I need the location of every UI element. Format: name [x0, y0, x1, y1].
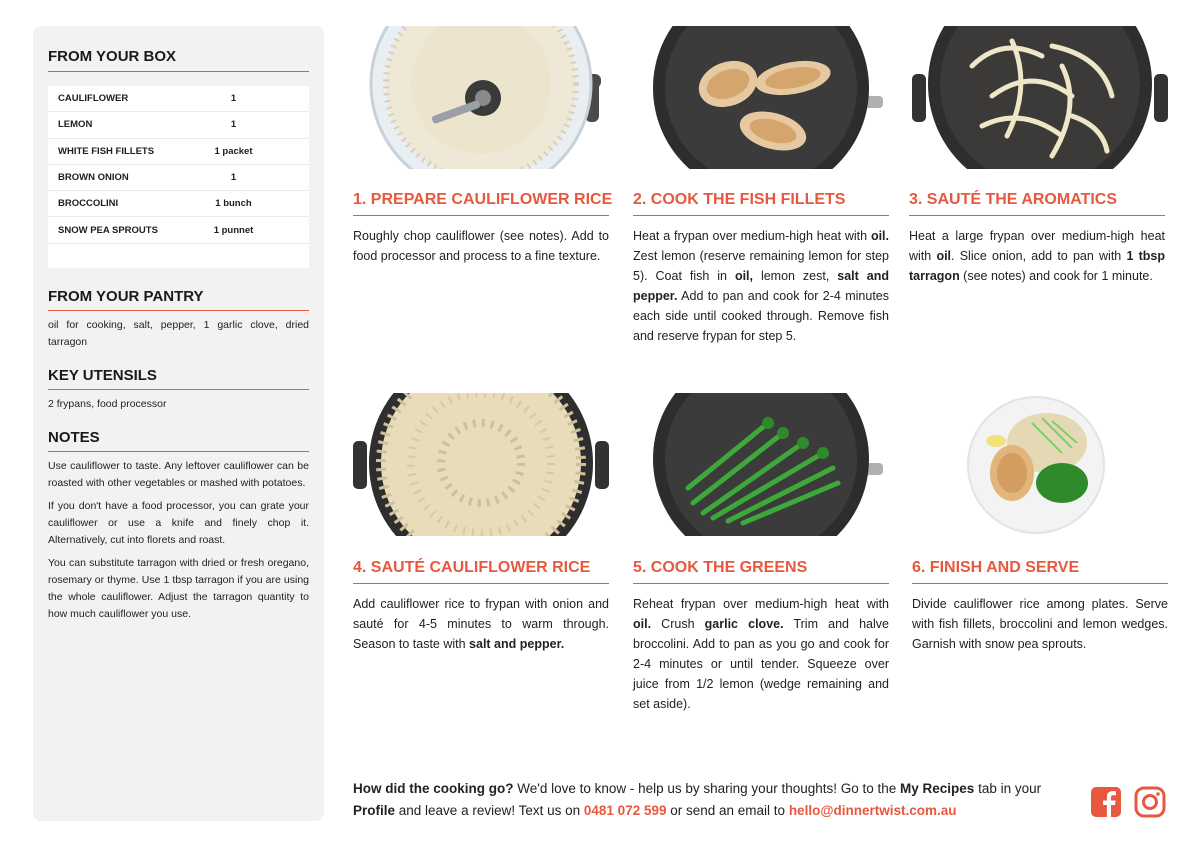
ingredient-name: LEMON [58, 119, 93, 131]
text: Heat a large frypan over medium-high heat with [909, 229, 1165, 263]
box-ingredients-table [48, 86, 309, 268]
facebook-icon[interactable] [1090, 786, 1122, 818]
bold-text: oil. [870, 229, 889, 243]
step-3-photo [912, 26, 1168, 169]
text: Trim and halve broccolini. Add to pan as you go and cook for 2-4 minutes or until tender. Squeeze over juice from 1/2 lemon (wedge remaining and set aside). [633, 617, 889, 711]
step-title: 1. PREPARE CAULIFLOWER RICE [353, 191, 609, 216]
step-2-photo [633, 26, 889, 169]
contact-link[interactable]: 0481 072 599 [583, 803, 667, 818]
step-title: 6. FINISH AND SERVE [912, 559, 1168, 584]
text: or send an email to [666, 803, 789, 818]
text: Crush [651, 617, 705, 631]
step-title: 2. COOK THE FISH FILLETS [633, 191, 889, 216]
bold-text: How did the cooking go? [353, 781, 514, 796]
step-1 [353, 191, 613, 266]
ingredient-qty: 1 [230, 119, 237, 131]
notes-heading: NOTES [48, 429, 309, 452]
note-item: You can substitute tarragon with dried or fresh oregano, rosemary or thyme. Use 1 tbsp tarragon if you are using the whole cauliflower. Adjust the tarragon quantity to how much cauliflower you use. [48, 557, 309, 620]
ingredient-name: BROCCOLINI [58, 198, 119, 210]
text: Divide cauliflower rice among plates. Serve with fish fillets, broccolini and lemon wedges. Garnish with snow pea sprouts. [912, 597, 1168, 651]
step-6-photo [912, 393, 1168, 536]
ingredient-qty: 1 [230, 93, 237, 105]
text: Reheat frypan over medium-high heat with [633, 597, 889, 611]
text: . Slice onion, add to pan with [951, 249, 1127, 263]
ingredient-qty: 1 packet [214, 145, 253, 157]
ingredients-sidebar [33, 26, 324, 821]
text: (see notes) and cook for 1 minute. [959, 269, 1153, 283]
contact-link[interactable]: hello@dinnertwist.com.au [788, 803, 957, 818]
step-5 [633, 559, 889, 714]
ingredient-name: CAULIFLOWER [58, 93, 129, 105]
step-body [912, 594, 1168, 654]
instagram-icon[interactable] [1134, 786, 1166, 818]
step-body [633, 226, 889, 346]
text: Zest lemon (reserve remaining lemon for step 5). Coat fish in [633, 249, 889, 283]
text: Add to pan and cook for 2-4 minutes each side until cooked through. Remove fish and reserve frypan for step 5. [633, 289, 889, 343]
ingredient-name: BROWN ONION [58, 172, 129, 184]
box-ingredient-row [48, 217, 309, 243]
step-title: 3. SAUTÉ THE AROMATICS [909, 191, 1165, 216]
step-body [633, 594, 889, 714]
text: Roughly chop cauliflower (see notes). Add to food processor and process to a fine texture. [353, 229, 609, 263]
step-4 [353, 559, 609, 654]
notes-text [48, 458, 309, 623]
step-body [909, 226, 1165, 286]
utensils-text: 2 frypans, food processor [48, 398, 167, 410]
box-ingredient-row [48, 86, 309, 112]
step-title: 5. COOK THE GREENS [633, 559, 889, 584]
text: We'd love to know - help us by sharing your thoughts! Go to the [513, 781, 901, 796]
bold-text: oil. [633, 617, 652, 631]
box-heading: FROM YOUR BOX [48, 48, 309, 72]
pantry-heading: FROM YOUR PANTRY [48, 288, 309, 311]
step-4-photo [353, 393, 609, 536]
text: lemon zest, [753, 269, 838, 283]
ingredient-name: WHITE FISH FILLETS [58, 145, 155, 157]
ingredient-name: SNOW PEA SPROUTS [58, 224, 158, 236]
ingredient-qty: 1 punnet [213, 224, 254, 236]
step-3 [909, 191, 1165, 286]
ingredient-qty: 1 [230, 172, 237, 184]
step-body [353, 226, 609, 266]
box-ingredient-row [48, 165, 309, 191]
step-title: 4. SAUTÉ CAULIFLOWER RICE [353, 559, 609, 584]
bold-text: 1 tbsp tarragon [909, 249, 1165, 283]
bold-text: salt and pepper. [469, 637, 565, 651]
box-ingredient-row [48, 191, 309, 217]
feedback-footer [353, 778, 1073, 822]
note-item: If you don't have a food processor, you can grate your cauliflower or use a knife and finely chop it. Alternatively, cut into florets and roast. [48, 500, 309, 546]
bold-text: salt and pepper. [633, 269, 889, 303]
ingredient-qty: 1 bunch [215, 198, 252, 210]
bold-text: garlic clove. [704, 617, 784, 631]
step-6 [912, 559, 1168, 654]
text: Add cauliflower rice to frypan with onion and sauté for 4-5 minutes to warm through. Season to taste with [353, 597, 609, 651]
pantry-text: oil for cooking, salt, pepper, 1 garlic clove, dried tarragon [48, 319, 309, 348]
step-5-photo [633, 393, 889, 536]
bold-text: oil [936, 249, 952, 263]
note-item: Use cauliflower to taste. Any leftover cauliflower can be roasted with other vegetables or mashed with potatoes. [48, 460, 309, 489]
text: tab in your [974, 781, 1042, 796]
box-ingredient-row [48, 139, 309, 165]
box-ingredient-row [48, 112, 309, 138]
step-body [353, 594, 609, 654]
utensils-heading: KEY UTENSILS [48, 367, 309, 390]
text: Heat a frypan over medium-high heat with [633, 229, 871, 243]
step-1-photo [353, 26, 609, 169]
bold-text: My Recipes [900, 781, 975, 796]
step-2 [633, 191, 889, 346]
bold-text: oil, [734, 269, 753, 283]
bold-text: Profile [353, 803, 396, 818]
text: and leave a review! Text us on [395, 803, 584, 818]
